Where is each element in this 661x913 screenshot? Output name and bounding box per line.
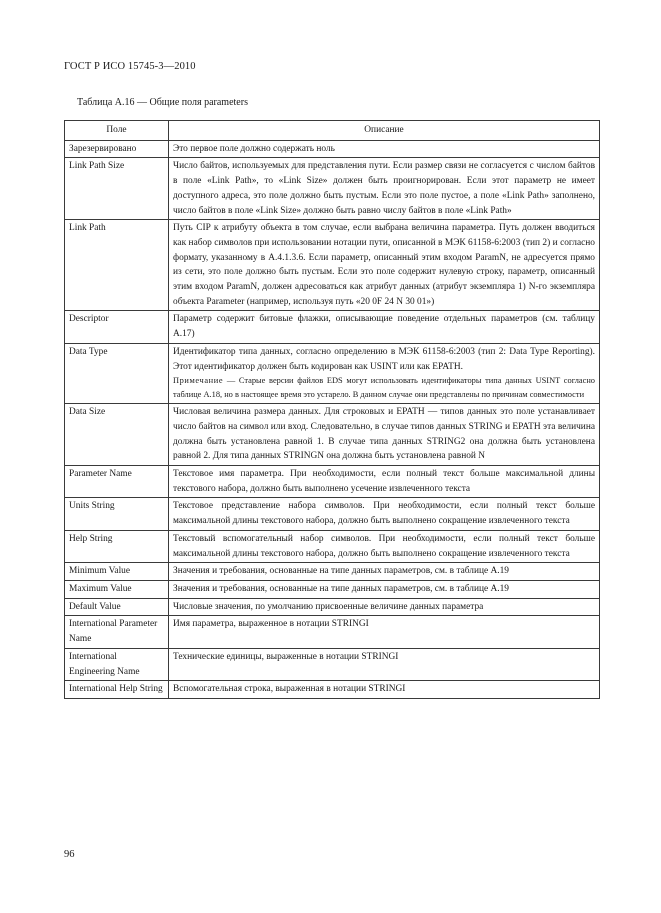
- document-header: ГОСТ Р ИСО 15745-3—2010: [64, 61, 196, 72]
- table-row: [65, 648, 600, 680]
- description-cell: [169, 343, 600, 403]
- description-cell: Путь CIP к атрибуту объекта в том случае, если выбрана величина параметра. Путь должен вводиться как набор символов при использовании нотации пути, описанной в МЭК 61158-6:2003 (тип 2) и согласно формату, указанному в A.4.1.3.6. Если параметр, описанный этим входом ParamN, не адресуется прямо из сети, это поле должно быть пустым. Если это поле содержит нулевую строку, параметр, описанный этим входом ParamN, должен адресоваться как атрибут данных (атрибут экземпляра 1) N-го экземпляра объекта Parameter (например, используя путь «20 0F 24 N 30 01»): [169, 220, 600, 311]
- field-cell: Minimum Value: [65, 563, 169, 581]
- table-row: [65, 616, 600, 648]
- field-cell: Descriptor: [65, 311, 169, 343]
- table-row: [65, 563, 600, 581]
- table-row: [65, 681, 600, 699]
- description-cell: Значения и требования, основанные на типе данных параметров, см. в таблице A.19: [169, 580, 600, 598]
- field-cell: International Help String: [65, 681, 169, 699]
- description-cell: Технические единицы, выраженные в нотации STRINGI: [169, 648, 600, 680]
- field-cell: International Parameter Name: [65, 616, 169, 648]
- field-cell: Зарезервировано: [65, 140, 169, 158]
- field-cell: Parameter Name: [65, 466, 169, 498]
- field-cell: Default Value: [65, 598, 169, 616]
- field-cell: Maximum Value: [65, 580, 169, 598]
- description-cell: Имя параметра, выраженное в нотации STRINGI: [169, 616, 600, 648]
- description-cell: Текстовое имя параметра. При необходимости, если полный текст больше максимальной длины текстового набора, должно быть выполнено усечение извлеченного текста: [169, 466, 600, 498]
- field-cell: Data Size: [65, 404, 169, 466]
- table-row: [65, 530, 600, 562]
- note: [173, 374, 595, 402]
- field-cell: Data Type: [65, 343, 169, 403]
- table-caption: Таблица A.16 — Общие поля parameters: [77, 97, 248, 108]
- description-text: Идентификатор типа данных, согласно определению в МЭК 61158-6:2003 (тип 2: Data Type Reporting). Этот идентификатор должен быть кодирован как USINT или как EPATH.: [173, 346, 595, 372]
- description-cell: Числовые значения, по умолчанию присвоенные величине данных параметра: [169, 598, 600, 616]
- parameters-table: [64, 120, 600, 699]
- table-row: [65, 158, 600, 220]
- table-row: [65, 220, 600, 311]
- field-cell: Help String: [65, 530, 169, 562]
- description-cell: Это первое поле должно содержать ноль: [169, 140, 600, 158]
- description-cell: Текстовый вспомогательный набор символов. При необходимости, если полный текст больше максимальной длины текстового набора, должно быть выполнено сокращение извлеченного текста: [169, 530, 600, 562]
- field-cell: Units String: [65, 498, 169, 530]
- field-cell: International Engineering Name: [65, 648, 169, 680]
- column-header-field: Поле: [65, 121, 169, 141]
- table-row: [65, 311, 600, 343]
- field-cell: Link Path: [65, 220, 169, 311]
- column-header-description: Описание: [169, 121, 600, 141]
- table-row: [65, 580, 600, 598]
- description-cell: Параметр содержит битовые флажки, описывающие поведение отдельных параметров (см. таблицу A.17): [169, 311, 600, 343]
- description-cell: Вспомогательная строка, выраженная в нотации STRINGI: [169, 681, 600, 699]
- description-cell: Числовая величина размера данных. Для строковых и EPATH — типов данных это поле устанавливает число байтов на символ или вход. Следовательно, в случае типов данных STRING и EPATH эта величина должна быть установлена равной 1. В случае типа данных STRING2 она должна быть установлена равной 2. Для типа данных STRINGN она должна быть установлена равной N: [169, 404, 600, 466]
- description-cell: Значения и требования, основанные на типе данных параметров, см. в таблице A.19: [169, 563, 600, 581]
- note-label: Примечание: [173, 376, 224, 386]
- page-number: 96: [64, 849, 75, 860]
- table-row: [65, 140, 600, 158]
- table-row: [65, 466, 600, 498]
- description-cell: Текстовое представление набора символов. При необходимости, если полный текст больше максимальной длины текстового набора, должно быть выполнено сокращение извлеченного текста: [169, 498, 600, 530]
- table-row: [65, 498, 600, 530]
- note-text: — Старые версии файлов EDS могут использовать идентификаторы типа данных USINT согласно таблице A.18, но в настоящее время это устарело. В данном случае они представлены по причинам совместимости: [173, 376, 595, 400]
- table-row: [65, 404, 600, 466]
- table-row: [65, 343, 600, 403]
- description-cell: Число байтов, используемых для представления пути. Если размер связи не согласуется с числом байтов в поле «Link Path», то «Link Size» должен быть проигнорирован. Если этот параметр не имеет доступного адреса, это поле должно быть пустым. Если это поле пустое, а поле «Link Path» заполнено, число байтов в поле «Link Size» должно быть равно числу байтов в поле «Link Path»: [169, 158, 600, 220]
- table-header-row: [65, 121, 600, 141]
- table-row: [65, 598, 600, 616]
- field-cell: Link Path Size: [65, 158, 169, 220]
